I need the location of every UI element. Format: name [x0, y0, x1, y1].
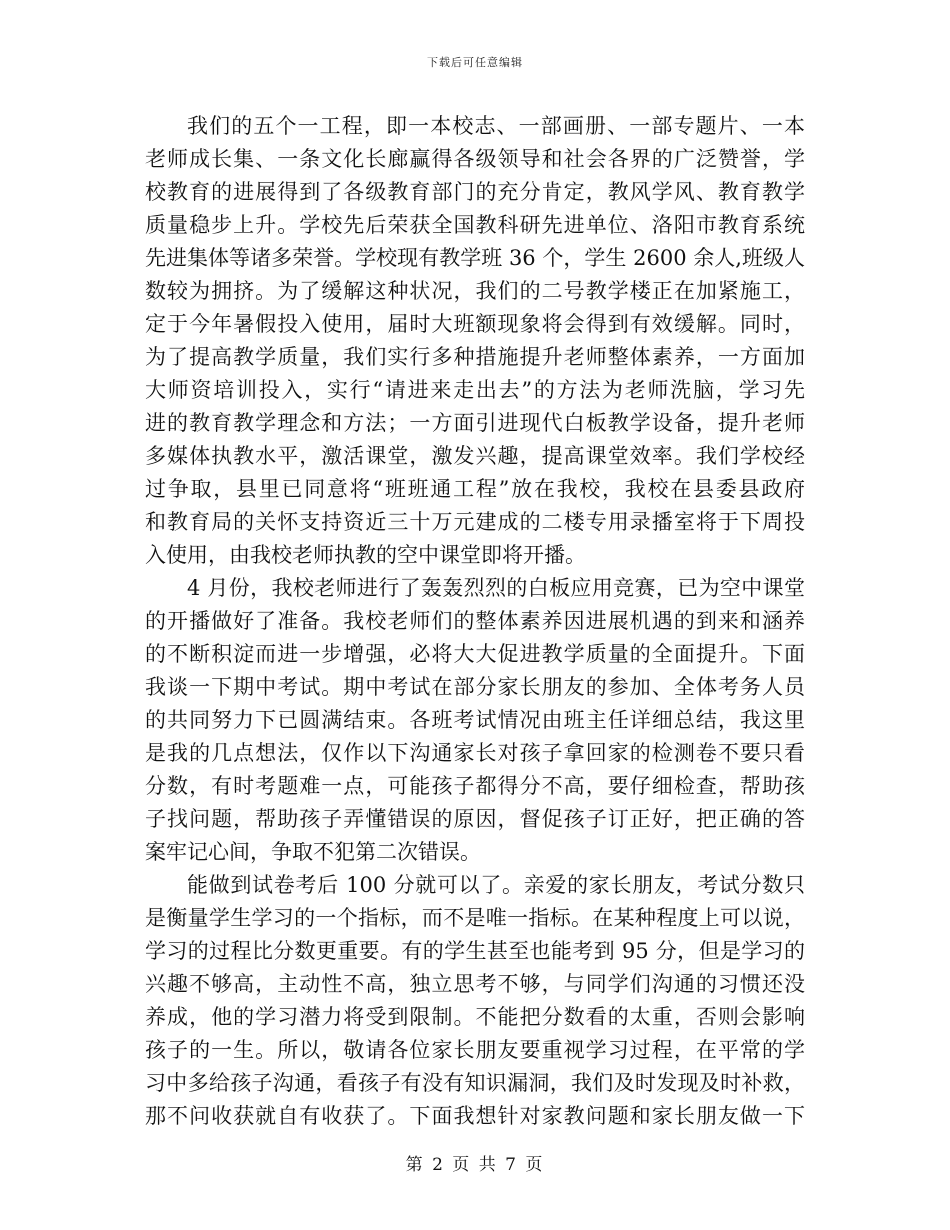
- text-line: 为了提高教学质量，我们实行多种措施提升老师整体素养，一方面加: [145, 345, 805, 369]
- page-number: 第 2 页 共 7 页: [405, 1155, 545, 1175]
- text-line: 是我的几点想法，仅作以下沟通家长对孩子拿回家的检测卷不要只看: [145, 741, 805, 765]
- text-line: 多媒体执教水平，激活课堂，激发兴趣，提高课堂效率。我们学校经: [145, 444, 805, 468]
- text-line: 的开播做好了准备。我校老师们的整体素养因进展机遇的到来和涵养: [145, 609, 805, 633]
- text-line: 4 月份，我校老师进行了轰轰烈烈的白板应用竞赛，已为空中课堂: [187, 576, 805, 600]
- text-line: 子找问题，帮助孩子弄懂错误的原因，督促孩子订正好，把正确的答: [145, 807, 805, 831]
- text-line: 校教育的进展得到了各级教育部门的充分肯定，教风学风、教育教学: [145, 180, 805, 204]
- text-line: 入使用，由我校老师执教的空中课堂即将开播。: [145, 543, 586, 567]
- text-line: 是衡量学生学习的一个指标，而不是唯一指标。在某种程度上可以说，: [145, 906, 805, 930]
- paragraph-3: [145, 869, 805, 1133]
- text-line: 进的教育教学理念和方法；一方面引进现代白板教学设备，提升老师: [145, 411, 805, 435]
- text-line: 那不问收获就自有收获了。下面我想针对家教问题和家长朋友做一下: [145, 1104, 805, 1128]
- text-line: 定于今年暑假投入使用，届时大班额现象将会得到有效缓解。同时，: [145, 312, 805, 336]
- text-line: 养成，他的学习潜力将受到限制。不能把分数看的太重，否则会影响: [145, 1005, 805, 1029]
- text-line: 质量稳步上升。学校先后荣获全国教科研先进单位、洛阳市教育系统: [145, 213, 805, 237]
- text-line: 孩子的一生。所以，敬请各位家长朋友要重视学习过程，在平常的学: [145, 1038, 805, 1062]
- text-line: 大师资培训投入，实行“请进来走出去”的方法为老师洗脑，学习先: [145, 378, 805, 402]
- text-line: 数较为拥挤。为了缓解这种状况，我们的二号教学楼正在加紧施工，: [145, 279, 805, 303]
- text-line: 过争取，县里已同意将“班班通工程”放在我校，我校在县委县政府: [145, 477, 805, 501]
- text-line: 和教育局的关怀支持资近三十万元建成的二楼专用录播室将于下周投: [145, 510, 805, 534]
- text-line: 我们的五个一工程，即一本校志、一部画册、一部专题片、一本: [187, 114, 805, 138]
- text-line: 兴趣不够高，主动性不高，独立思考不够，与同学们沟通的习惯还没: [145, 972, 805, 996]
- text-line: 老师成长集、一条文化长廊赢得各级领导和社会各界的广泛赞誉，学: [145, 147, 805, 171]
- page-header: 下载后可任意编辑: [427, 56, 523, 69]
- text-line: 我谈一下期中考试。期中考试在部分家长朋友的参加、全体考务人员: [145, 675, 805, 699]
- text-line: 能做到试卷考后 100 分就可以了。亲爱的家长朋友，考试分数只: [187, 873, 805, 897]
- paragraph-1: [145, 110, 805, 572]
- text-line: 案牢记心间，争取不犯第二次错误。: [145, 840, 481, 864]
- text-line: 分数，有时考题难一点，可能孩子都得分不高，要仔细检查，帮助孩: [145, 774, 805, 798]
- text-line: 习中多给孩子沟通，看孩子有没有知识漏洞，我们及时发现及时补救，: [145, 1071, 805, 1095]
- paragraph-2: [145, 572, 805, 869]
- text-line: 的不断积淀而进一步增强，必将大大促进教学质量的全面提升。下面: [145, 642, 805, 666]
- text-line: 学习的过程比分数更重要。有的学生甚至也能考到 95 分，但是学习的: [145, 939, 805, 963]
- document-body: [145, 110, 805, 1133]
- text-line: 先进集体等诸多荣誉。学校现有教学班 36 个，学生 2600 余人,班级人: [145, 246, 805, 270]
- text-line: 的共同努力下已圆满结束。各班考试情况由班主任详细总结，我这里: [145, 708, 805, 732]
